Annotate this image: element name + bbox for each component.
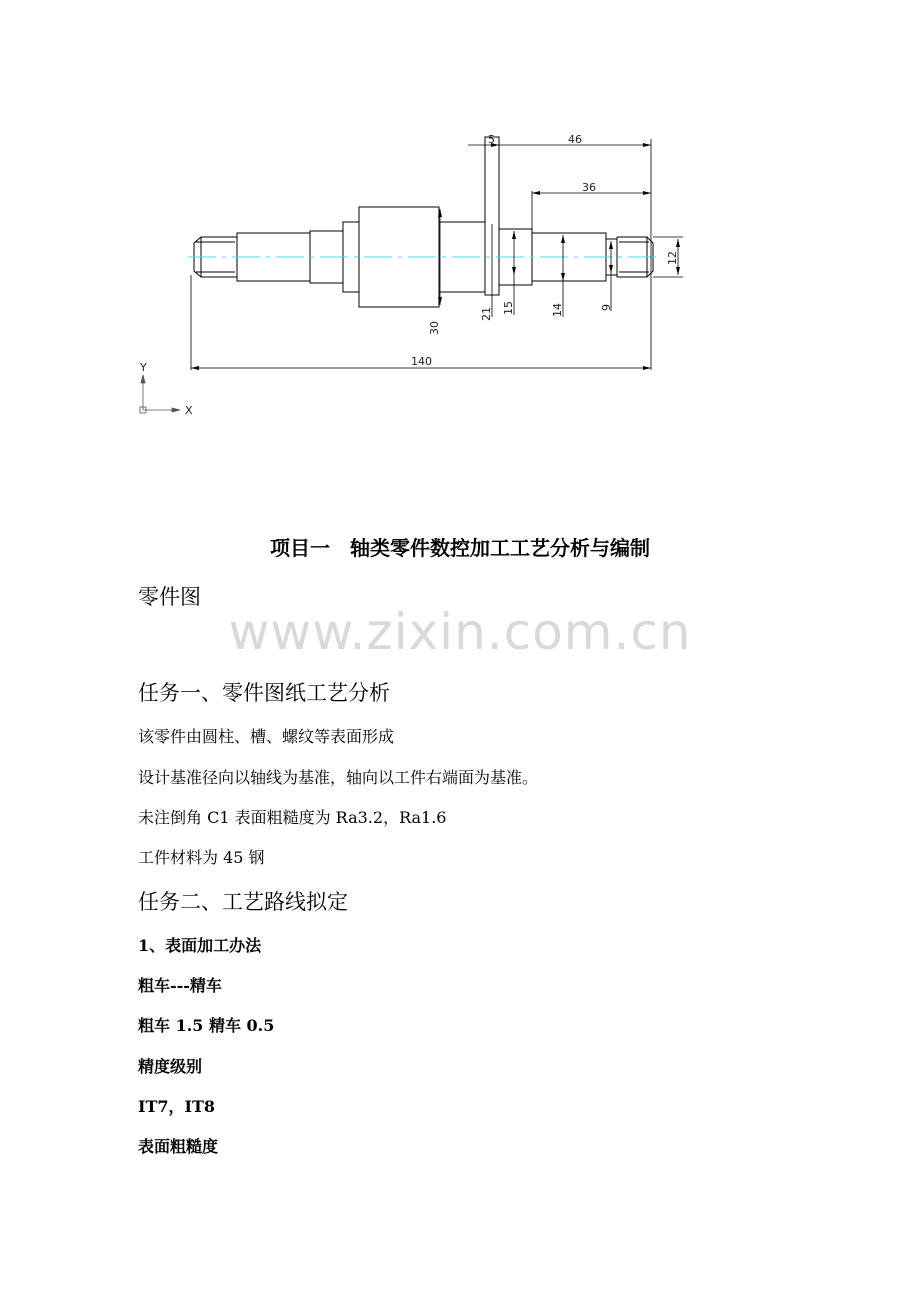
task1-line-1: 该零件由圆柱、槽、螺纹等表面形成 [138,727,395,746]
task1-line-3: 未注倒角 C1 表面粗糙度为 Ra3.2，Ra1.6 [138,808,447,827]
task2-line-2: 粗车---精车 [138,976,222,995]
dim-14: 14 [551,303,564,317]
dim-140: 140 [411,355,432,368]
axis-label-x: X [185,404,193,417]
dim-46: 46 [568,133,582,146]
dim-15: 15 [502,301,515,315]
task2-line-3: 粗车 1.5 精车 0.5 [138,1016,275,1035]
dim-9: 9 [600,304,613,311]
ucs-axis-icon [140,375,180,413]
task1-line-2: 设计基准径向以轴线为基准，轴向以工件右端面为基准。 [138,768,539,787]
page-title: 项目一 轴类零件数控加工工艺分析与编制 [270,536,650,560]
task2-line-1: 1、表面加工办法 [138,936,262,955]
task2-line-4: 精度级别 [138,1057,203,1076]
task2-line-6: 表面粗糙度 [138,1137,219,1156]
dim-12: 12 [666,251,679,265]
shaft-part-drawing [130,125,690,425]
part-drawing-heading: 零件图 [138,585,201,609]
axis-label-y: Y [140,361,147,374]
dim-36: 36 [582,181,596,194]
dim-21: 21 [480,307,493,321]
task2-line-5: IT7，IT8 [138,1097,216,1116]
task2-heading: 任务二、工艺路线拟定 [138,890,348,914]
task1-line-4: 工件材料为 45 钢 [138,848,265,867]
task1-heading: 任务一、零件图纸工艺分析 [138,681,390,705]
dim-30: 30 [428,321,441,335]
dim-5: 5 [488,133,495,146]
watermark: www.zixin.com.cn [228,603,692,661]
